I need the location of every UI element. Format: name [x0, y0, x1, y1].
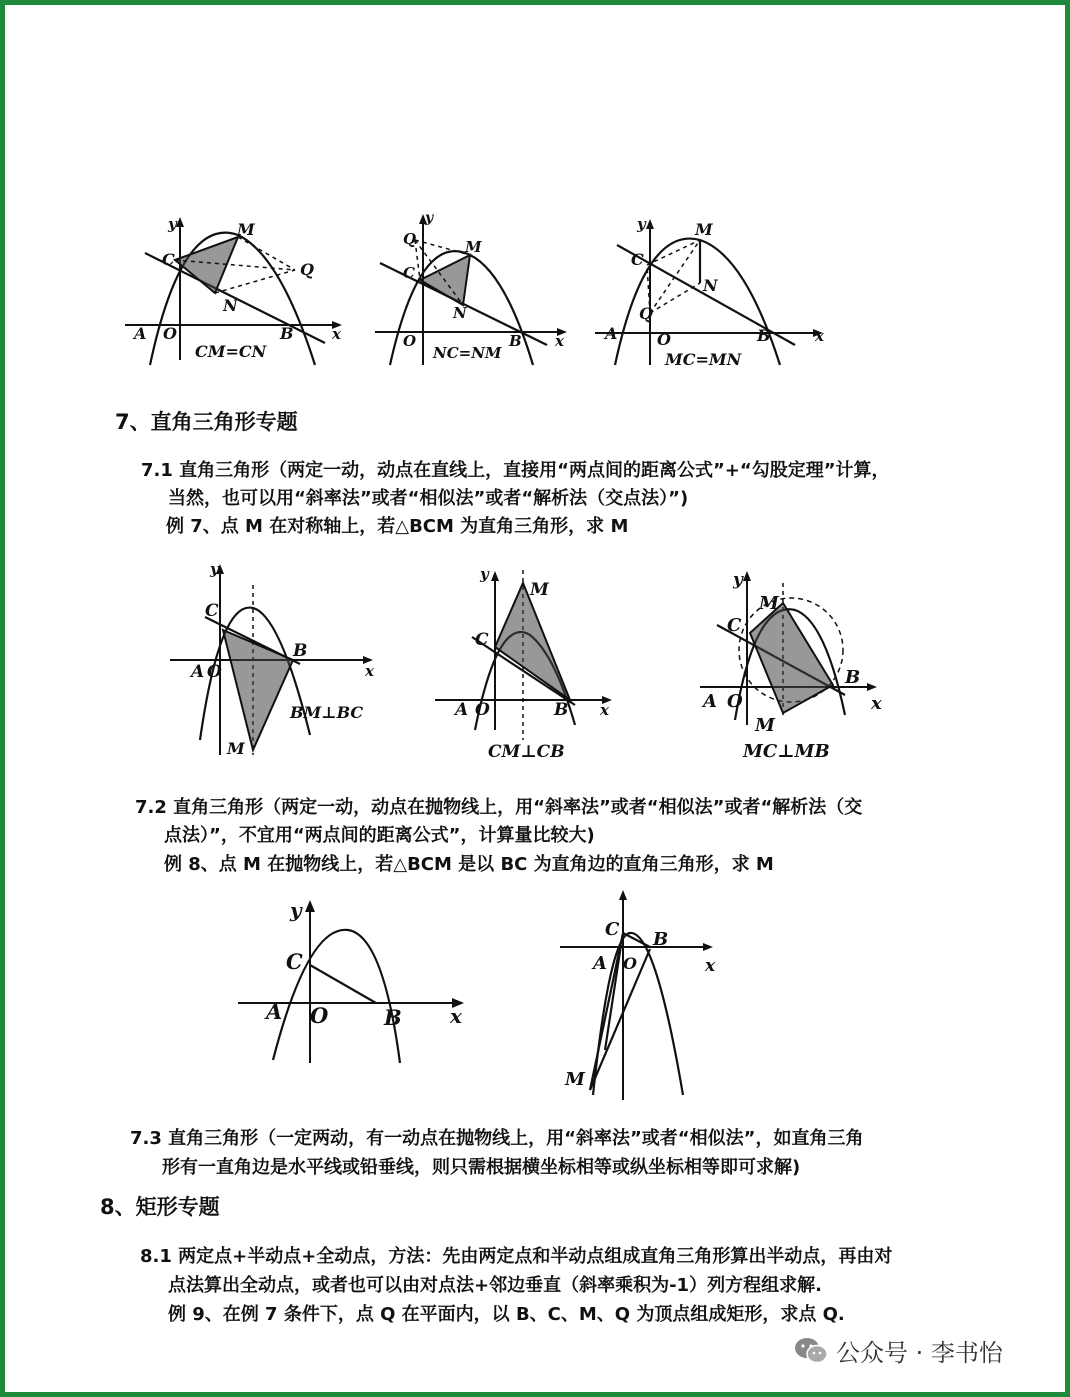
label-N: N — [223, 296, 238, 315]
section-7-1-line-2: 当然，也可以用“斜率法”或者“相似法”或者“解析法（交点法）”) — [168, 488, 689, 509]
example-7: 例 7、点 M 在对称轴上，若△BCM 为直角三角形，求 M — [166, 516, 629, 537]
figure-caption: CM⊥CB — [488, 742, 565, 762]
label-M-top: M — [759, 593, 779, 614]
label-O: O — [623, 954, 637, 973]
label-x: x — [365, 662, 374, 680]
label-Q: Q — [639, 304, 653, 323]
label-y: y — [425, 210, 434, 226]
label-B: B — [845, 667, 861, 688]
section-7-2-line-1: 7.2 直角三角形（两定一动，动点在抛物线上，用“斜率法”或者“相似法”或者“解析法（交 — [135, 797, 863, 818]
label-B: B — [554, 700, 569, 720]
figure-example-8-setup — [238, 895, 478, 1070]
example-8: 例 8、点 M 在抛物线上，若△BCM 是以 BC 为直角边的直角三角形，求 M — [164, 854, 774, 875]
label-A: A — [266, 999, 283, 1024]
figure-caption: BM⊥BC — [290, 703, 364, 722]
figure-nc-nm — [375, 210, 575, 368]
label-Q: Q — [300, 260, 314, 279]
label-O: O — [657, 330, 671, 349]
label-M: M — [565, 1069, 585, 1090]
figure-caption: MC=MN — [665, 350, 742, 369]
label-y: y — [168, 215, 177, 233]
label-y: y — [637, 215, 646, 233]
label-B: B — [757, 326, 771, 345]
label-A: A — [191, 662, 205, 682]
figure-bm-perp-bc — [165, 560, 385, 760]
label-B: B — [509, 332, 522, 350]
label-y: y — [733, 570, 743, 590]
label-A: A — [703, 691, 717, 712]
label-A: A — [455, 700, 469, 720]
label-M: M — [695, 220, 713, 239]
label-N: N — [703, 276, 718, 295]
label-y: y — [480, 565, 489, 583]
wechat-icon — [794, 1337, 828, 1365]
label-M-bottom: M — [755, 715, 775, 736]
label-M: M — [530, 580, 549, 600]
label-C: C — [205, 601, 219, 621]
label-M: M — [237, 220, 255, 239]
section-7-2-line-2: 点法）”，不宜用“两点间的距离公式”，计算量比较大) — [164, 825, 595, 846]
label-O: O — [207, 662, 222, 682]
figure-example-8-solution — [555, 885, 735, 1105]
label-x: x — [332, 325, 341, 343]
label-C: C — [727, 615, 742, 636]
label-B: B — [653, 929, 669, 950]
figure-mc-perp-mb — [695, 565, 895, 765]
label-C: C — [286, 949, 303, 974]
label-y: y — [290, 898, 302, 922]
label-x: x — [555, 332, 564, 350]
figure-caption: MC⊥MB — [743, 741, 830, 762]
label-C: C — [475, 630, 489, 650]
label-O: O — [475, 700, 490, 720]
label-B: B — [384, 1005, 402, 1030]
label-x: x — [871, 693, 882, 714]
section-7-3-line-2: 形有一直角边是水平线或铅垂线，则只需根据横坐标相等或纵坐标相等即可求解) — [162, 1157, 801, 1178]
label-B: B — [293, 641, 308, 661]
figure-caption: CM=CN — [195, 342, 267, 361]
section-8-1-line-1: 8.1 两定点+半动点+全动点，方法：先由两定点和半动点组成直角三角形算出半动点，再由对 — [140, 1246, 893, 1267]
label-A: A — [605, 324, 618, 343]
label-A: A — [134, 324, 147, 343]
label-O: O — [727, 691, 743, 712]
wechat-watermark — [794, 1333, 1003, 1368]
section-8-heading: 8、矩形专题 — [100, 1195, 220, 1219]
label-C: C — [605, 919, 620, 940]
figure-cm-cn — [120, 215, 350, 365]
label-C: C — [403, 264, 415, 282]
label-y: y — [210, 560, 219, 578]
label-N: N — [453, 304, 467, 322]
label-B: B — [280, 324, 294, 343]
figure-cm-perp-cb — [430, 565, 630, 765]
example-9: 例 9、在例 7 条件下，点 Q 在平面内，以 B、C、M、Q 为顶点组成矩形，求点 Q. — [168, 1304, 845, 1325]
label-x: x — [600, 701, 609, 719]
label-C: C — [162, 250, 175, 269]
label-x: x — [705, 956, 716, 976]
label-C: C — [631, 250, 644, 269]
label-O: O — [310, 1003, 329, 1028]
figure-mc-mn — [595, 215, 835, 370]
section-7-heading: 7、直角三角形专题 — [115, 410, 298, 434]
label-O: O — [163, 324, 177, 343]
section-7-3-line-1: 7.3 直角三角形（一定两动，有一动点在抛物线上，用“斜率法”或者“相似法”，如直角三角 — [130, 1128, 864, 1149]
section-7-1-line-1: 7.1 直角三角形（两定一动，动点在直线上，直接用“两点间的距离公式”+“勾股定理”计算， — [141, 460, 890, 481]
label-M: M — [227, 739, 245, 758]
label-M: M — [465, 238, 482, 256]
label-Q: Q — [403, 230, 417, 248]
watermark-text: 公众号 · 李书怡 — [836, 1339, 1003, 1367]
label-A: A — [593, 953, 607, 974]
label-x: x — [450, 1004, 462, 1028]
section-8-1-line-2: 点法算出全动点，或者也可以由对点法+邻边垂直（斜率乘积为-1）列方程组求解. — [168, 1275, 822, 1296]
label-O: O — [403, 332, 417, 350]
label-x: x — [815, 327, 824, 345]
figure-caption: NC=NM — [433, 344, 502, 362]
